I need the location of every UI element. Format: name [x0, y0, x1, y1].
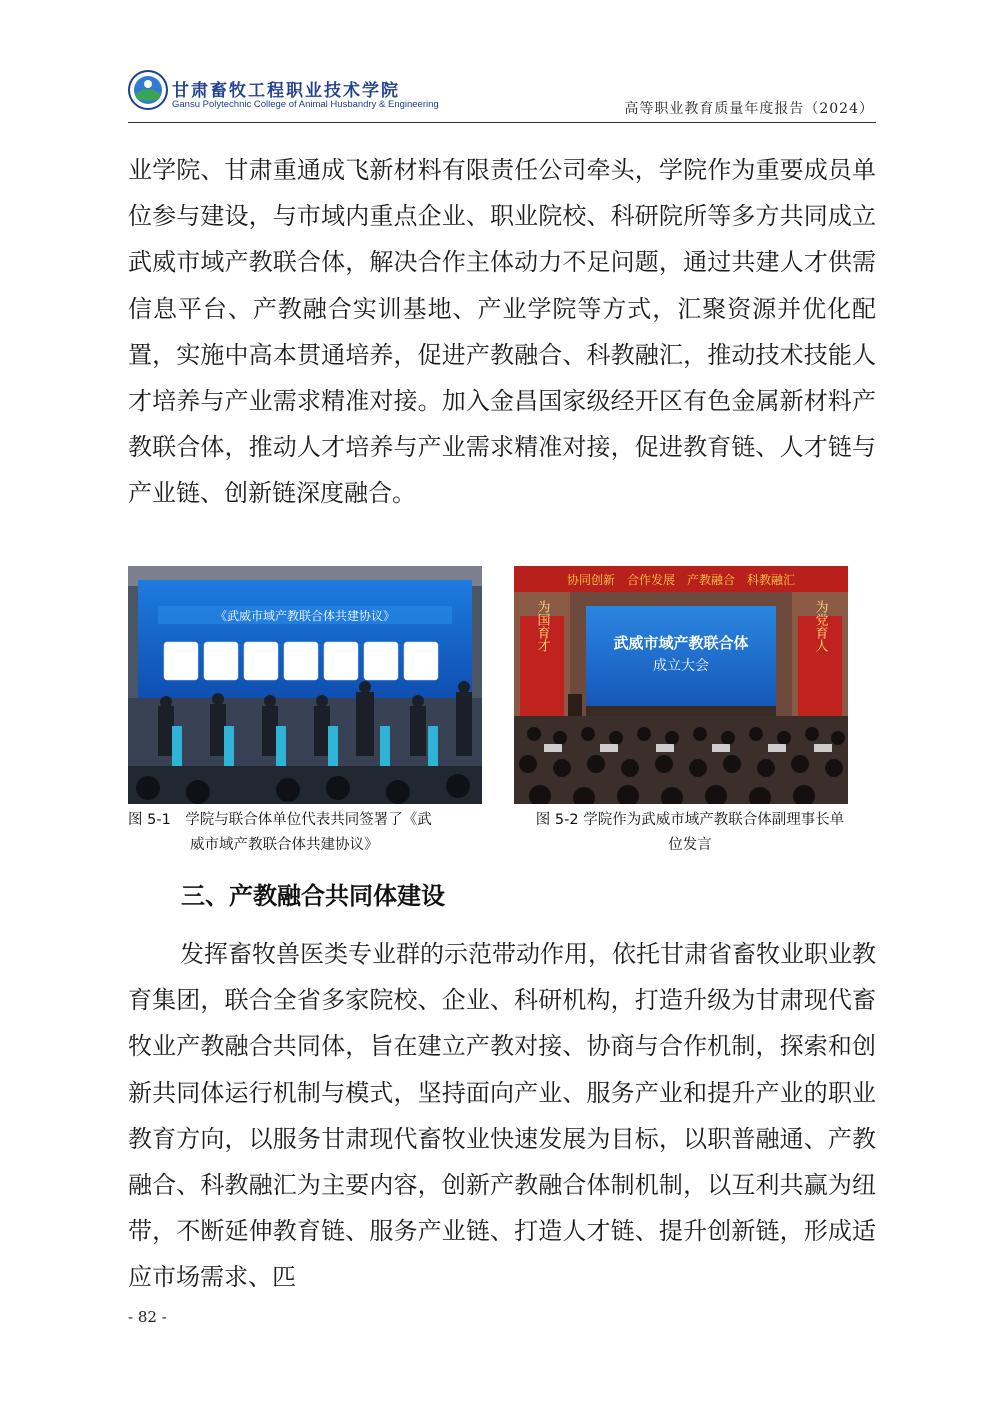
figure-5-2-caption — [504, 808, 876, 858]
signing-screen-title: 《武威市域产教联合体共建协议》 — [214, 609, 396, 623]
page-number: - 82 - — [128, 1308, 167, 1326]
body-paragraph-2: 发挥畜牧兽医类专业群的示范带动作用，依托甘肃省畜牧业职业教育集团，联合全省多家院校、企业、科研机构，打造升级为甘肃现代畜牧业产教融合共同体，旨在建立产教对接、协商与合作机制，探索和创新共同体运行机制与模式，坚持面向产业、服务产业和提升产业的职业教育方向，以服务甘肃现代畜牧业快速发展为目标，以职普融通、产教融合、科教融汇为主要内容，创新产教融合体制机制，以互利共赢为纽带，不断延伸教育链、服务产业链、打造人才链、提升创新链，形成适应市场需求、匹 — [128, 940, 876, 1292]
hall-banner: 协同创新 合作发展 产教融合 科教融汇 — [566, 573, 796, 587]
hall-pillar-left: 为国育才 — [534, 600, 550, 652]
section-heading: 三、产教融合共同体建设 — [181, 882, 445, 910]
college-name-en: Gansu Polytechnic College of Animal Husbandry & Engineering — [172, 99, 439, 110]
figure-5-2-caption-line1: 图 5-2 学院作为武威市域产教联合体副理事长单 — [535, 812, 845, 828]
figure-5-2-caption-line2: 位发言 — [668, 837, 712, 853]
college-logo-icon — [128, 70, 168, 110]
college-name-cn: 甘肃畜牧工程职业技术学院 — [172, 81, 400, 101]
report-title: 高等职业教育质量年度报告（2024） — [624, 101, 874, 117]
figure-5-1-caption — [128, 808, 488, 858]
figure-signing-ceremony — [128, 566, 482, 804]
figure-5-1-caption-line1: 图 5-1 学院与联合体单位代表共同签署了《武 — [128, 812, 432, 828]
figure-5-1-caption-line2: 威市域产教联合体共建协议》 — [190, 837, 379, 853]
hall-screen-title: 武威市域产教联合体 — [613, 634, 749, 652]
hall-pillar-right: 为党育人 — [812, 600, 828, 652]
hall-screen-subtitle: 成立大会 — [653, 658, 709, 674]
figure-conference-hall — [514, 566, 848, 804]
page-header — [128, 66, 876, 123]
body-paragraph-1: 业学院、甘肃重通成飞新材料有限责任公司牵头，学院作为重要成员单位参与建设，与市域内重点企业、职业院校、科研院所等多方共同成立武威市域产教联合体，解决合作主体动力不足问题，通过共建人才供需信息平台、产教融合实训基地、产业学院等方式，汇聚资源并优化配置，实施中高本贯通培养，促进产教融合、科教融汇，推动技术技能人才培养与产业需求精准对接。加入金昌国家级经开区有色金属新材料产教联合体，推动人才培养与产业需求精准对接，促进教育链、人才链与产业链、创新链深度融合。 — [128, 156, 876, 508]
